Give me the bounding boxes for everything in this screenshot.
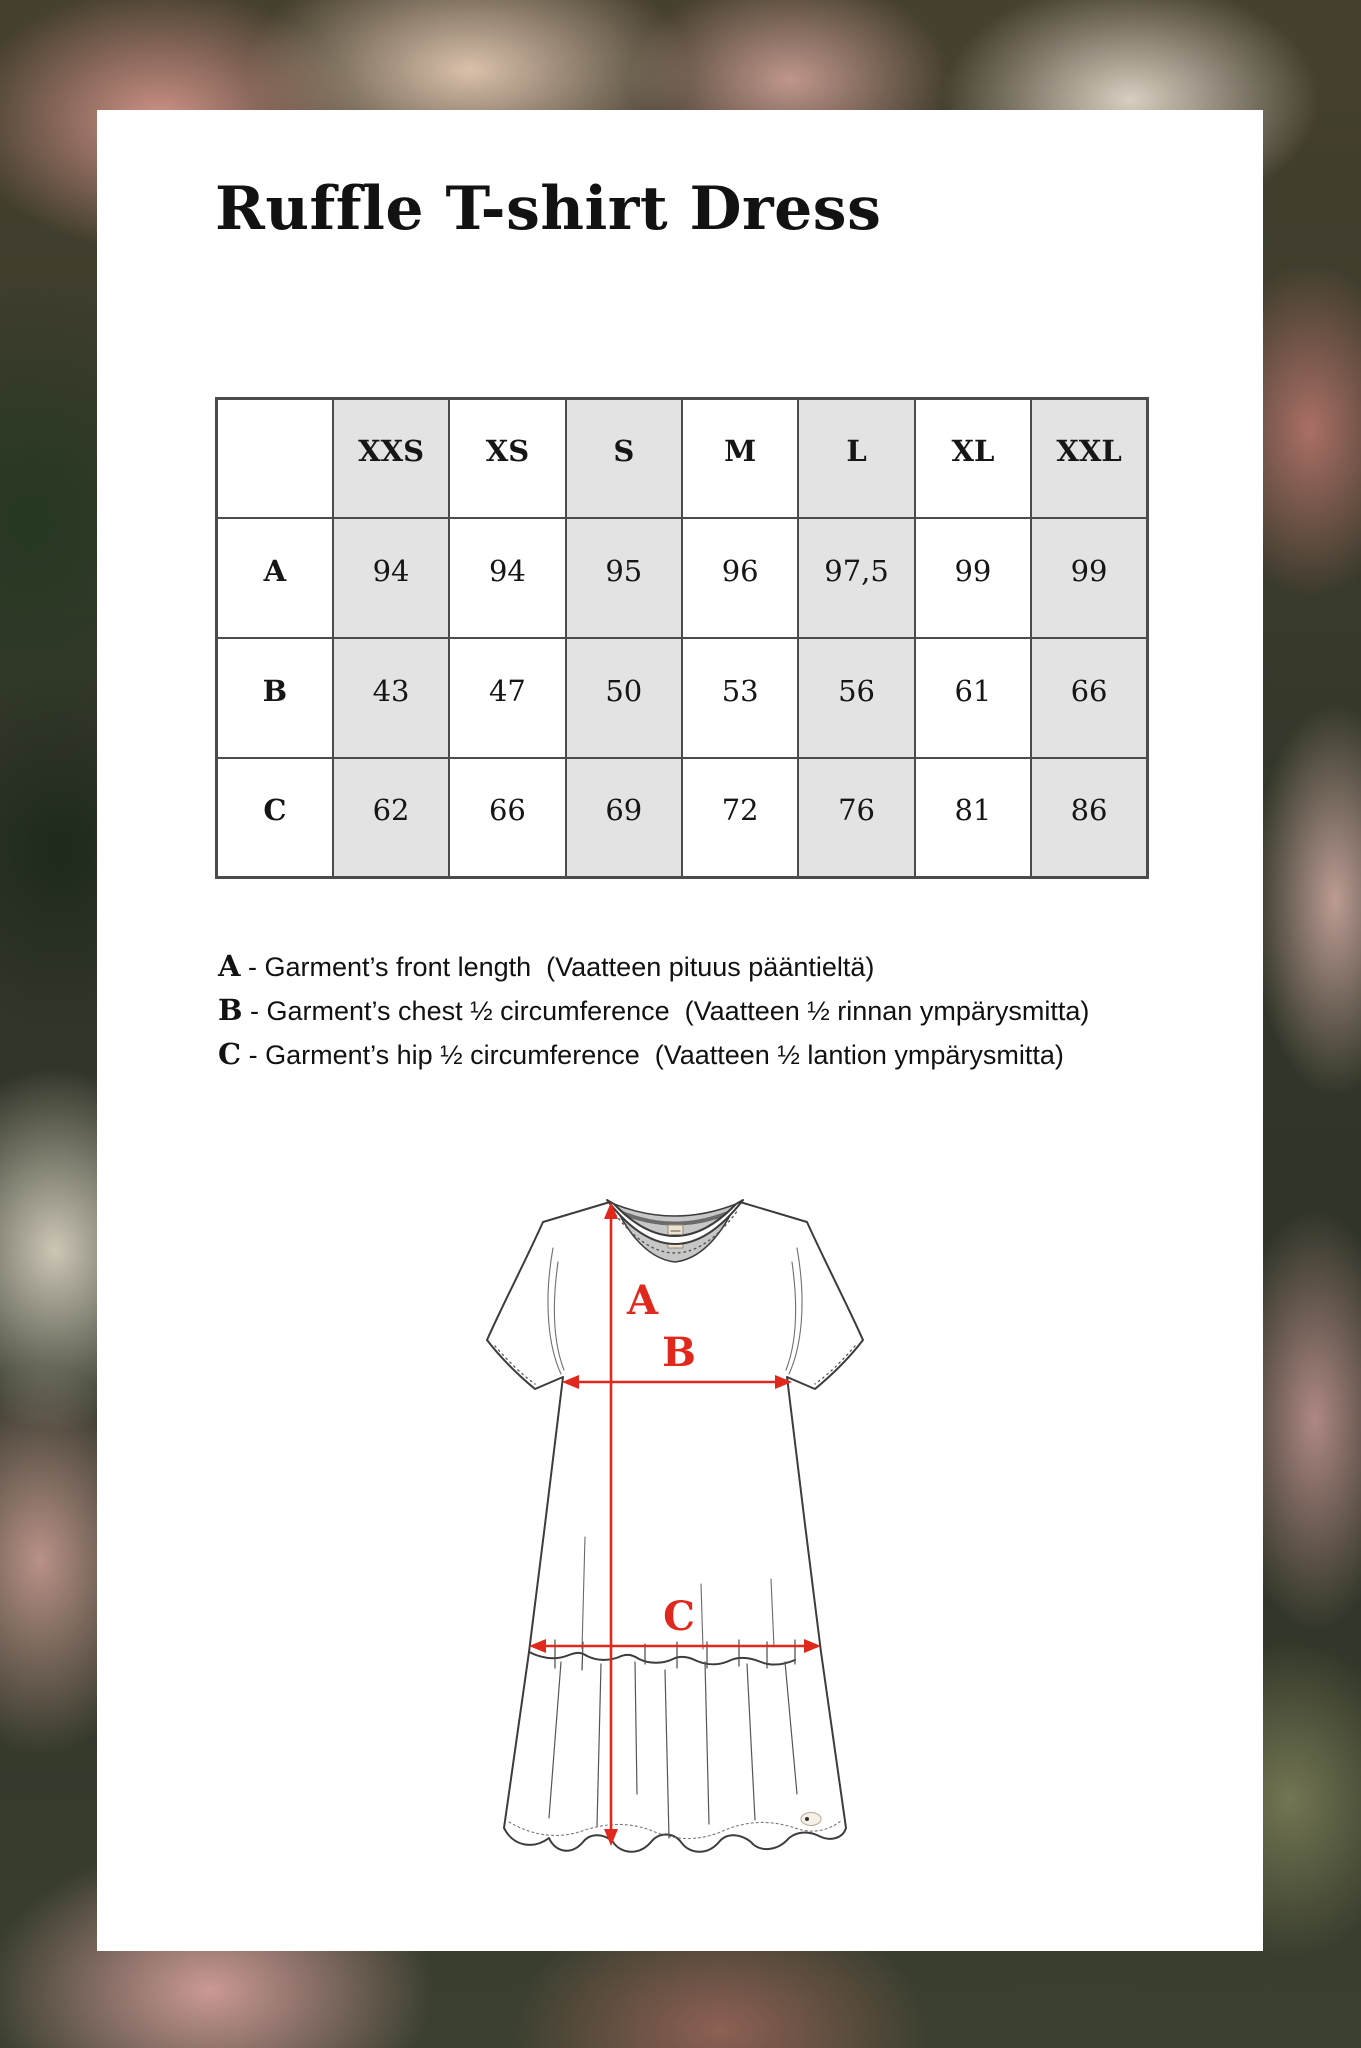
column-header-xs: XS [449, 399, 565, 518]
value-a-l: 97,5 [798, 518, 914, 638]
row-label-b: B [217, 638, 333, 758]
value-c-l: 76 [798, 758, 914, 878]
column-header-m: M [682, 399, 798, 518]
value-c-xxs: 62 [333, 758, 449, 878]
value-c-s: 69 [566, 758, 682, 878]
value-b-xxs: 43 [333, 638, 449, 758]
table-row-c [217, 758, 1148, 878]
value-a-xs: 94 [449, 518, 565, 638]
hem-tag-dot [805, 1817, 809, 1821]
value-a-s: 95 [566, 518, 682, 638]
legend-text-c: - Garment’s hip ½ circumference (Vaatteen ½ lantion ympärysmitta) [241, 1040, 1064, 1070]
size-chart-table [215, 397, 1149, 879]
page-title: Ruffle T-shirt Dress [215, 174, 882, 244]
legend-item-b [218, 989, 1089, 1033]
legend-letter-a: A [218, 949, 241, 983]
table-row-b [217, 638, 1148, 758]
legend-item-a [218, 945, 1089, 989]
column-header-xxs: XXS [333, 399, 449, 518]
row-label-c: C [217, 758, 333, 878]
value-c-xxl: 86 [1031, 758, 1147, 878]
diagram-label-c: C [663, 1593, 695, 1640]
column-header-xxl: XXL [1031, 399, 1147, 518]
value-b-l: 56 [798, 638, 914, 758]
value-b-xl: 61 [915, 638, 1031, 758]
value-a-xl: 99 [915, 518, 1031, 638]
size-chart-header-row [217, 399, 1148, 518]
column-header-s: S [566, 399, 682, 518]
row-label-a: A [217, 518, 333, 638]
table-row-a [217, 518, 1148, 638]
value-c-xs: 66 [449, 758, 565, 878]
diagram-label-a: A [627, 1277, 659, 1324]
value-b-m: 53 [682, 638, 798, 758]
dress-outline [487, 1202, 863, 1852]
value-b-s: 50 [566, 638, 682, 758]
column-header-xl: XL [915, 399, 1031, 518]
value-a-xxl: 99 [1031, 518, 1147, 638]
legend-letter-b: B [218, 993, 243, 1027]
value-c-xl: 81 [915, 758, 1031, 878]
value-a-xxs: 94 [333, 518, 449, 638]
diagram-label-b: B [662, 1329, 696, 1376]
legend-text-b: - Garment’s chest ½ circumference (Vaatteen ½ rinnan ympärysmitta) [242, 996, 1090, 1026]
dress-technical-drawing [455, 1192, 895, 1858]
value-c-m: 72 [682, 758, 798, 878]
value-b-xxl: 66 [1031, 638, 1147, 758]
size-guide-card [97, 110, 1263, 1951]
hem-tag [801, 1813, 821, 1826]
corner-cell [217, 399, 333, 518]
value-a-m: 96 [682, 518, 798, 638]
measurement-legend [218, 945, 1089, 1077]
column-header-l: L [798, 399, 914, 518]
legend-letter-c: C [218, 1037, 242, 1071]
legend-text-a: - Garment’s front length (Vaatteen pituus pääntieltä) [240, 952, 875, 982]
value-b-xs: 47 [449, 638, 565, 758]
legend-item-c [218, 1033, 1089, 1077]
